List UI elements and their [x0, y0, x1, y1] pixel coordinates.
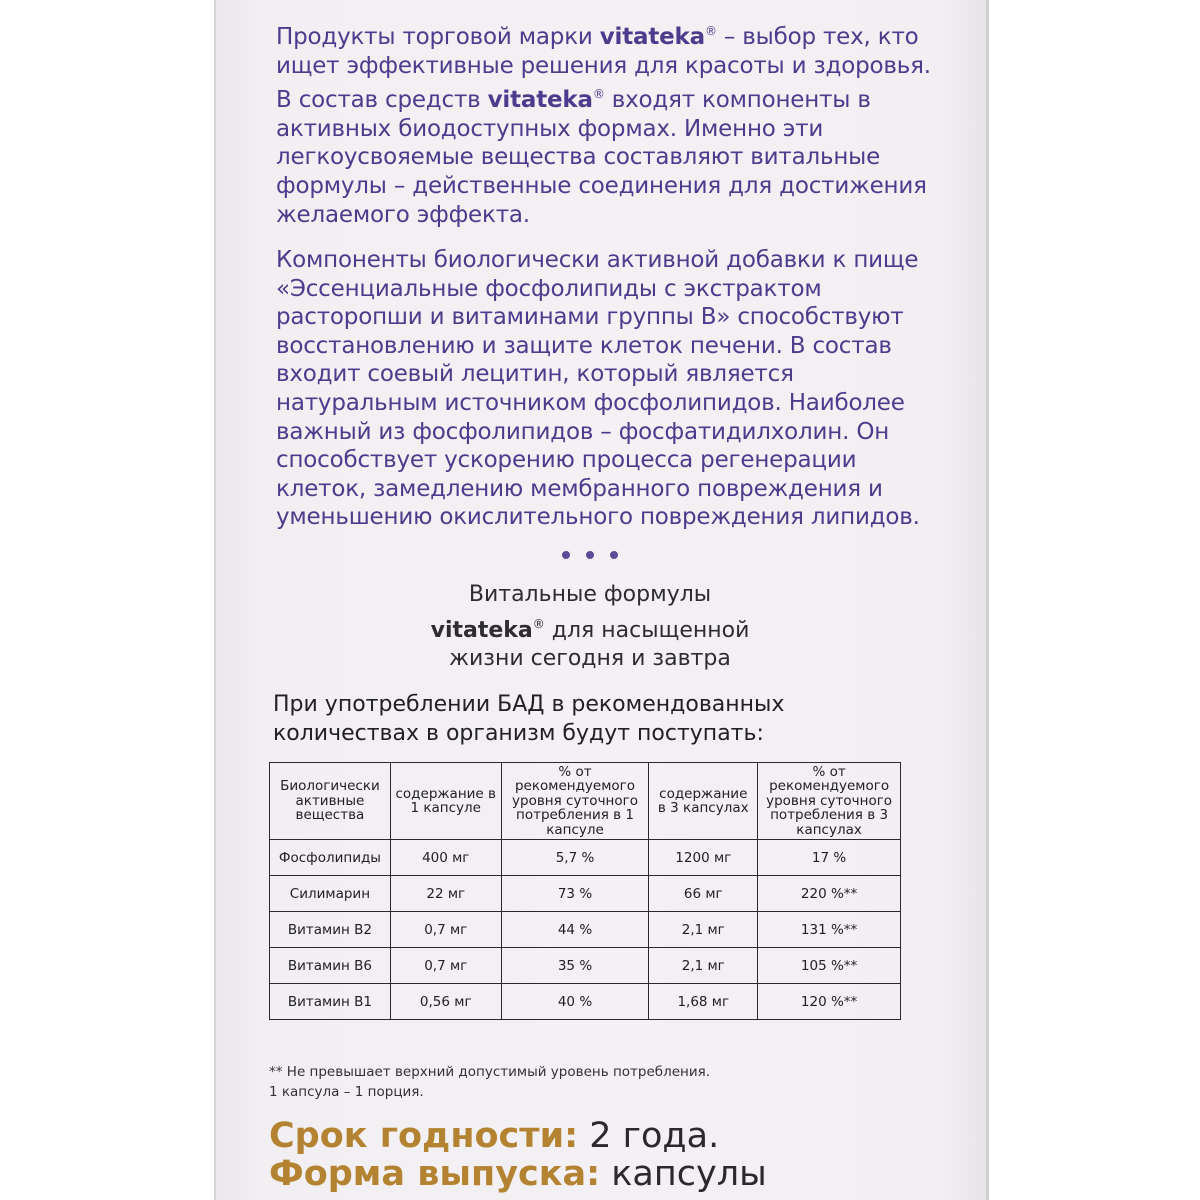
table-cell: 131 %** [758, 912, 901, 948]
table-row [270, 948, 901, 984]
para2-line: входит соевый лецитин, который является [276, 361, 794, 388]
para2-line: «Эссенциальные фосфолипиды с экстрактом [276, 275, 822, 302]
para1-line5: легкоусвояемые вещества составляют витальные [276, 144, 881, 171]
table-cell: 400 мг [390, 840, 501, 876]
table-cell: 0,7 мг [390, 948, 501, 984]
table-cell: 40 % [501, 984, 649, 1020]
tagline-line1: Витальные формулы [468, 582, 712, 607]
para1-line6: формулы – действенные соединения для достижения [276, 172, 927, 199]
release-form-label: Форма выпуска: [269, 1154, 601, 1194]
header-content-1-capsule: содержание в 1 капсуле [390, 763, 501, 840]
shelf-life [269, 1117, 719, 1155]
separator-dot [562, 551, 570, 559]
table-row [270, 984, 901, 1020]
para1-line4: активных биодоступных формах. Именно эти [276, 115, 824, 142]
table-cell: 66 мг [649, 876, 758, 912]
para2-line: важный из фосфолипидов – фосфатидилхолин. Он [276, 418, 890, 445]
table-cell: 220 %** [758, 876, 901, 912]
header-substances: Биологически активные вещества [270, 763, 391, 840]
nutrient-table [269, 762, 901, 1020]
registered-mark: ® [704, 24, 717, 38]
para1-line1: Продукты торговой марки vitateka® – выбор тех, кто [276, 24, 919, 50]
para2-line: уменьшению окислительного повреждения липидов. [276, 504, 920, 531]
table-cell: 35 % [501, 948, 649, 984]
separator-dots [562, 551, 618, 559]
table-cell: 17 % [758, 840, 901, 876]
para2-line: восстановлению и защите клеток печени. В состав [276, 332, 892, 359]
table-cell: 0,56 мг [390, 984, 501, 1020]
para2-line: расторопши и витаминами группы В» способствуют [276, 304, 904, 331]
footnote-line2: 1 капсула – 1 порция. [269, 1084, 424, 1100]
table-cell: 44 % [501, 912, 649, 948]
para1-line2: ищет эффективные решения для красоты и здоровья. [276, 52, 931, 79]
table-row [270, 876, 901, 912]
table-cell: Витамин B1 [270, 984, 391, 1020]
brand-name: vitateka [487, 87, 593, 114]
brand-description-paragraph [276, 17, 936, 229]
table-cell: Силимарин [270, 876, 391, 912]
table-cell: 5,7 % [501, 840, 649, 876]
footnote [269, 1062, 710, 1102]
shelf-life-value: 2 года. [578, 1116, 720, 1156]
intro-line2: количествах в организм будут поступать: [273, 721, 764, 746]
box-right-edge [986, 0, 989, 1200]
table-intro [273, 690, 913, 748]
para2-line: Компоненты биологически активной добавки к пище [276, 247, 919, 273]
para1-line3: В состав средств vitateka® входят компоненты в [276, 87, 871, 114]
brand-tagline [380, 581, 800, 674]
table-cell: Витамин B2 [270, 912, 391, 948]
para2-line: способствует ускорению процесса регенерации [276, 447, 857, 474]
para2-line: клеток, замедлению мембранного повреждения и [276, 475, 883, 502]
table-cell: 22 мг [390, 876, 501, 912]
release-form [269, 1155, 767, 1193]
para1-line7: желаемого эффекта. [276, 201, 530, 228]
table-cell: 1200 мг [649, 840, 758, 876]
table-cell: Витамин B6 [270, 948, 391, 984]
registered-mark: ® [532, 616, 545, 631]
table-row [270, 912, 901, 948]
table-cell: 120 %** [758, 984, 901, 1020]
table-cell: 2,1 мг [649, 912, 758, 948]
table-cell: Фосфолипиды [270, 840, 391, 876]
table-cell: 2,1 мг [649, 948, 758, 984]
footnote-line1: ** Не превышает верхний допустимый уровень потребления. [269, 1064, 711, 1080]
brand-name: vitateka [430, 617, 533, 643]
box-left-edge [214, 0, 216, 1200]
product-benefits-paragraph [276, 246, 936, 532]
shelf-life-label: Срок годности: [269, 1116, 579, 1156]
brand-name: vitateka [599, 24, 705, 50]
table-cell: 0,7 мг [390, 912, 501, 948]
separator-dot [586, 551, 594, 559]
registered-mark: ® [592, 87, 605, 102]
tagline-line3: жизни сегодня и завтра [449, 646, 731, 671]
table-row [270, 840, 901, 876]
separator-dot [610, 551, 618, 559]
para2-line: натуральным источником фосфолипидов. Наиболее [276, 389, 905, 416]
tagline-line2: vitateka® для насыщенной [430, 616, 750, 643]
table-cell: 73 % [501, 876, 649, 912]
intro-line1: При употреблении БАД в рекомендованных [273, 692, 785, 717]
header-percent-3-capsules: % от рекомендуемого уровня суточного потребления в 3 капсулах [758, 763, 901, 840]
table-cell: 105 %** [758, 948, 901, 984]
header-content-3-capsules: содержание в 3 капсулах [649, 763, 758, 840]
release-form-value: капсулы [600, 1154, 767, 1194]
header-percent-1-capsule: % от рекомендуемого уровня суточного потребления в 1 капсуле [501, 763, 649, 840]
table-header-row [270, 763, 901, 840]
table-cell: 1,68 мг [649, 984, 758, 1020]
